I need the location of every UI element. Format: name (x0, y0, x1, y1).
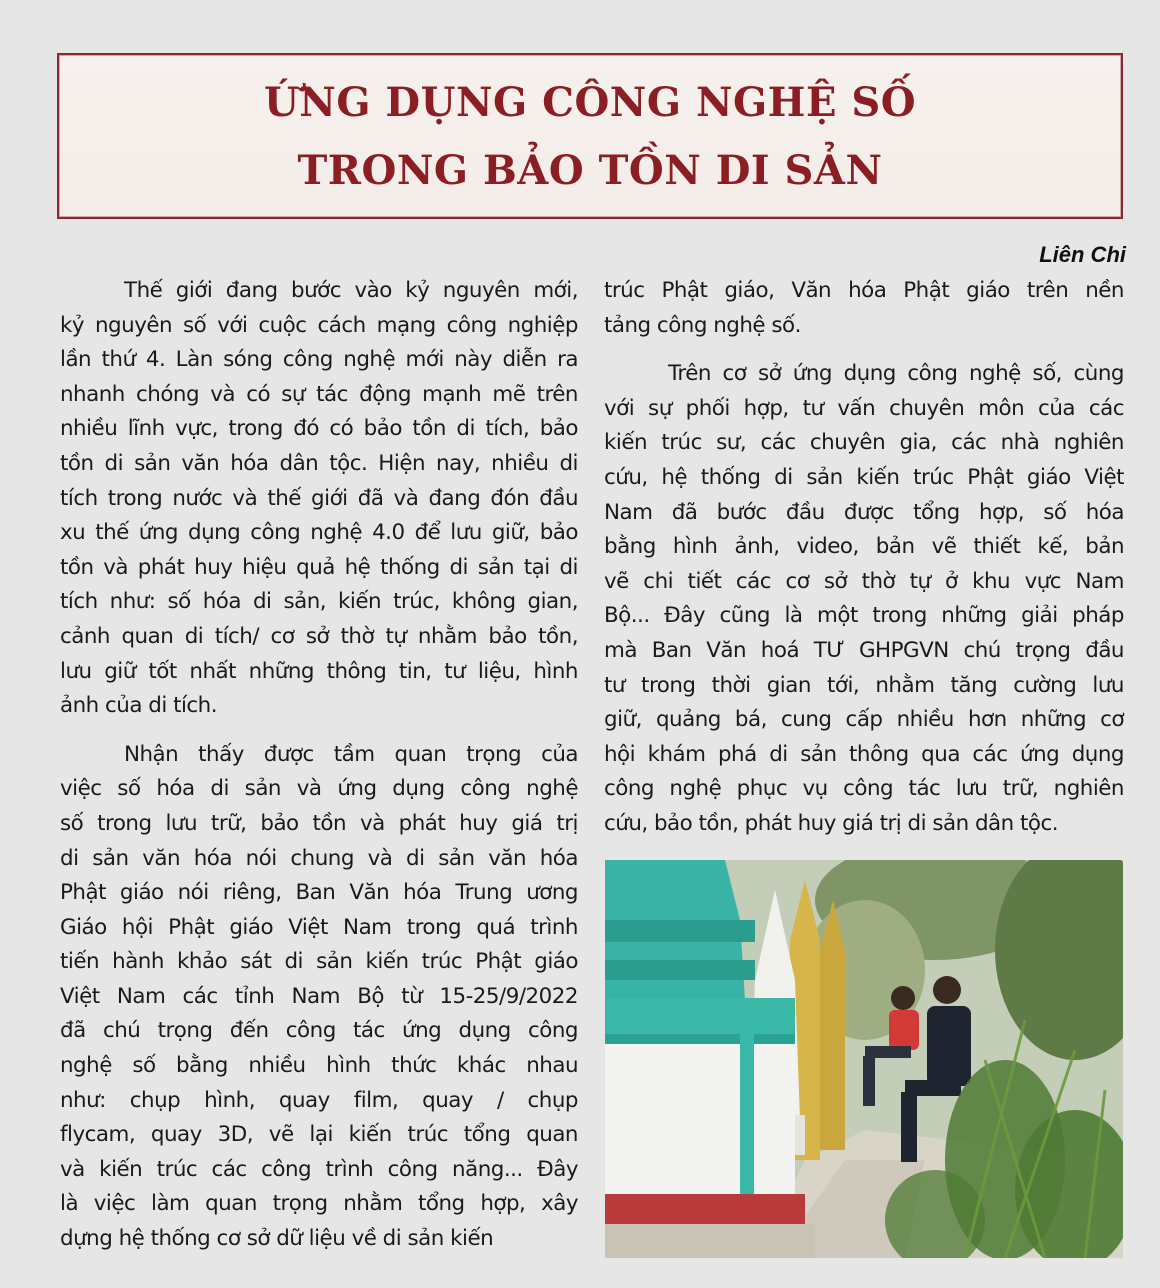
text-line: với sự phối hợp, tư vấn chuyên môn của các (604, 395, 1124, 421)
text-line: trúc Phật giáo, Văn hóa Phật giáo trên nền (604, 278, 1124, 303)
text-line: cứu, hệ thống di sản kiến trúc Phật giáo Việt (604, 464, 1124, 490)
text-line: cứu, bảo tồn, phát huy giá trị di sản dân tộc. (604, 810, 1059, 836)
text-line: giữ, quảng bá, cung cấp nhiều hơn những cơ (604, 707, 1124, 733)
text-line: Nhận thấy được tầm quan trọng của (124, 741, 578, 767)
text-line: tích như: số hóa di sản, kiến trúc, không gian, (60, 589, 578, 615)
left-paragraph-2 (60, 738, 578, 1257)
text-line: bằng hình ảnh, video, bản vẽ thiết kế, bản (604, 534, 1124, 560)
text-line: Thế giới đang bước vào kỷ nguyên mới, (124, 278, 578, 303)
right-column (604, 274, 1124, 842)
text-line: số trong lưu trữ, bảo tồn và phát huy giá trị (60, 810, 578, 836)
text-line: dựng hệ thống cơ sở dữ liệu về di sản kiến (60, 1226, 494, 1252)
text-line: nghệ số bằng nhiều hình thức khác nhau (60, 1053, 578, 1079)
text-line: di sản văn hóa nói chung và di sản văn hóa (60, 845, 578, 871)
text-line: Việt Nam các tỉnh Nam Bộ từ 15-25/9/2022 (60, 983, 578, 1009)
text-line: Nam đã bước đầu được tổng hợp, số hóa (604, 499, 1124, 525)
right-paragraph-2 (604, 357, 1124, 841)
text-line: việc số hóa di sản và ứng dụng công nghệ (60, 776, 578, 802)
text-line: tiến hành khảo sát di sản kiến trúc Phật giáo (60, 949, 578, 975)
text-line: đã chú trọng đến công tác ứng dụng công (60, 1018, 578, 1044)
text-line: Trên cơ sở ứng dụng công nghệ số, cùng (668, 361, 1124, 387)
text-line: Bộ... Đây cũng là một trong những giải pháp (604, 603, 1124, 629)
left-column (60, 274, 578, 1257)
left-paragraph-1 (60, 274, 578, 724)
author-byline: Liên Chi (1039, 242, 1126, 267)
text-line: kiến trúc sư, các chuyên gia, các nhà nghiên (604, 430, 1124, 456)
text-line: lần thứ 4. Làn sóng công nghệ mới này diễn ra (60, 347, 578, 373)
title-box (57, 53, 1123, 219)
text-line: tồn và phát huy hiệu quả hệ thống di sản tại di (60, 554, 578, 580)
text-line: Phật giáo nói riêng, Ban Văn hóa Trung ương (60, 880, 578, 906)
text-line: Giáo hội Phật giáo Việt Nam trong quá trình (60, 914, 578, 940)
text-line: tảng công nghệ số. (604, 312, 801, 338)
text-line: cảnh quan di tích/ cơ sở thờ tự nhằm bảo tồn, (60, 623, 578, 649)
pagoda-photo-illustration (605, 860, 1123, 1258)
text-line: hội khám phá di sản thông qua các ứng dụng (604, 741, 1124, 767)
pagoda-photo (605, 860, 1123, 1258)
title-line-2: TRONG BẢO TỒN DI SẢN (297, 147, 883, 194)
text-line: vẽ chi tiết các cơ sở thờ tự ở khu vực Nam (604, 568, 1124, 594)
title-line-1: ỨNG DỤNG CÔNG NGHỆ SỐ (263, 79, 917, 126)
text-line: lưu giữ tốt nhất những thông tin, tư liệu, hình (60, 658, 578, 684)
text-line: như: chụp hình, quay film, quay / chụp (60, 1087, 578, 1113)
text-line: và kiến trúc các công trình công năng... Đây (60, 1156, 578, 1182)
right-paragraph-1 (604, 274, 1124, 343)
text-line: là việc làm quan trọng nhằm tổng hợp, xây (60, 1191, 578, 1217)
text-line: tư trong thời gian tới, nhằm tăng cường lưu (604, 672, 1124, 698)
text-line: kỷ nguyên số với cuộc cách mạng công nghiệp (60, 312, 578, 338)
text-line: nhanh chóng và có sự tác động mạnh mẽ trên (60, 381, 578, 407)
text-line: tích trong nước và thế giới đã và đang đón đầu (60, 485, 578, 511)
text-line: xu thế ứng dụng công nghệ 4.0 để lưu giữ, bảo (60, 520, 578, 546)
text-line: tồn di sản văn hóa dân tộc. Hiện nay, nhiều di (60, 450, 578, 476)
text-line: ảnh của di tích. (60, 693, 218, 719)
text-line: mà Ban Văn hoá TƯ GHPGVN chú trọng đầu (604, 637, 1124, 663)
text-line: nhiều lĩnh vực, trong đó có bảo tồn di tích, bảo (60, 416, 578, 442)
text-line: công nghệ phục vụ công tác lưu trữ, nghiên (604, 776, 1124, 802)
text-line: flycam, quay 3D, vẽ lại kiến trúc tổng quan (60, 1122, 578, 1148)
